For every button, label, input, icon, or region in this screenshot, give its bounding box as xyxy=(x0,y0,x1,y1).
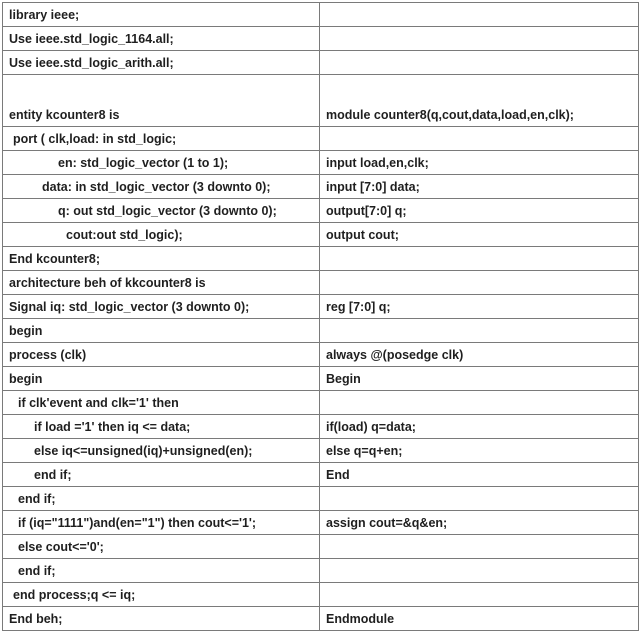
vhdl-line: end if; xyxy=(3,559,320,583)
verilog-line: module counter8(q,cout,data,load,en,clk); xyxy=(320,75,639,127)
verilog-line xyxy=(320,127,639,151)
verilog-line xyxy=(320,247,639,271)
verilog-line xyxy=(320,487,639,511)
vhdl-line: if clk'event and clk='1' then xyxy=(3,391,320,415)
vhdl-line: begin xyxy=(3,367,320,391)
vhdl-line: if load ='1' then iq <= data; xyxy=(3,415,320,439)
table-row xyxy=(3,319,639,343)
vhdl-line: Use ieee.std_logic_1164.all; xyxy=(3,27,320,51)
vhdl-line: if (iq="1111")and(en="1") then cout<='1'; xyxy=(3,511,320,535)
vhdl-line: else cout<='0'; xyxy=(3,535,320,559)
table-row xyxy=(3,175,639,199)
verilog-line xyxy=(320,3,639,27)
verilog-line xyxy=(320,271,639,295)
verilog-line: input load,en,clk; xyxy=(320,151,639,175)
table-row xyxy=(3,607,639,631)
vhdl-line: architecture beh of kkcounter8 is xyxy=(3,271,320,295)
vhdl-line: data: in std_logic_vector (3 downto 0); xyxy=(3,175,320,199)
table-row xyxy=(3,367,639,391)
verilog-line: input [7:0] data; xyxy=(320,175,639,199)
verilog-line xyxy=(320,559,639,583)
vhdl-line: entity kcounter8 is xyxy=(3,75,320,127)
vhdl-line: end if; xyxy=(3,463,320,487)
verilog-line: always @(posedge clk) xyxy=(320,343,639,367)
vhdl-line: library ieee; xyxy=(3,3,320,27)
vhdl-line: End beh; xyxy=(3,607,320,631)
verilog-line: Endmodule xyxy=(320,607,639,631)
verilog-line: Begin xyxy=(320,367,639,391)
vhdl-line: end process;q <= iq; xyxy=(3,583,320,607)
table-row xyxy=(3,199,639,223)
vhdl-line: End kcounter8; xyxy=(3,247,320,271)
table-row xyxy=(3,391,639,415)
table-row xyxy=(3,535,639,559)
table-row xyxy=(3,127,639,151)
verilog-line xyxy=(320,535,639,559)
vhdl-line: process (clk) xyxy=(3,343,320,367)
verilog-line xyxy=(320,391,639,415)
table-row xyxy=(3,463,639,487)
table-row xyxy=(3,151,639,175)
table-row xyxy=(3,3,639,27)
verilog-line: assign cout=&q&en; xyxy=(320,511,639,535)
table-row xyxy=(3,27,639,51)
table-row xyxy=(3,439,639,463)
table-row xyxy=(3,487,639,511)
table-row xyxy=(3,415,639,439)
vhdl-line: begin xyxy=(3,319,320,343)
verilog-line: else q=q+en; xyxy=(320,439,639,463)
verilog-line xyxy=(320,319,639,343)
verilog-line xyxy=(320,51,639,75)
verilog-line xyxy=(320,583,639,607)
table-row xyxy=(3,75,639,127)
vhdl-line: Signal iq: std_logic_vector (3 downto 0); xyxy=(3,295,320,319)
vhdl-line: q: out std_logic_vector (3 downto 0); xyxy=(3,199,320,223)
verilog-line: End xyxy=(320,463,639,487)
table-row xyxy=(3,343,639,367)
vhdl-line: port ( clk,load: in std_logic; xyxy=(3,127,320,151)
vhdl-line: cout:out std_logic); xyxy=(3,223,320,247)
verilog-line: reg [7:0] q; xyxy=(320,295,639,319)
vhdl-line: else iq<=unsigned(iq)+unsigned(en); xyxy=(3,439,320,463)
code-comparison-table xyxy=(2,2,639,631)
vhdl-line: Use ieee.std_logic_arith.all; xyxy=(3,51,320,75)
table-row xyxy=(3,295,639,319)
table-row xyxy=(3,511,639,535)
verilog-line: if(load) q=data; xyxy=(320,415,639,439)
table-row xyxy=(3,247,639,271)
table-row xyxy=(3,223,639,247)
verilog-line: output cout; xyxy=(320,223,639,247)
table-row xyxy=(3,51,639,75)
verilog-line: output[7:0] q; xyxy=(320,199,639,223)
table-row xyxy=(3,559,639,583)
vhdl-line: en: std_logic_vector (1 to 1); xyxy=(3,151,320,175)
table-row xyxy=(3,583,639,607)
vhdl-line: end if; xyxy=(3,487,320,511)
table-row xyxy=(3,271,639,295)
verilog-line xyxy=(320,27,639,51)
